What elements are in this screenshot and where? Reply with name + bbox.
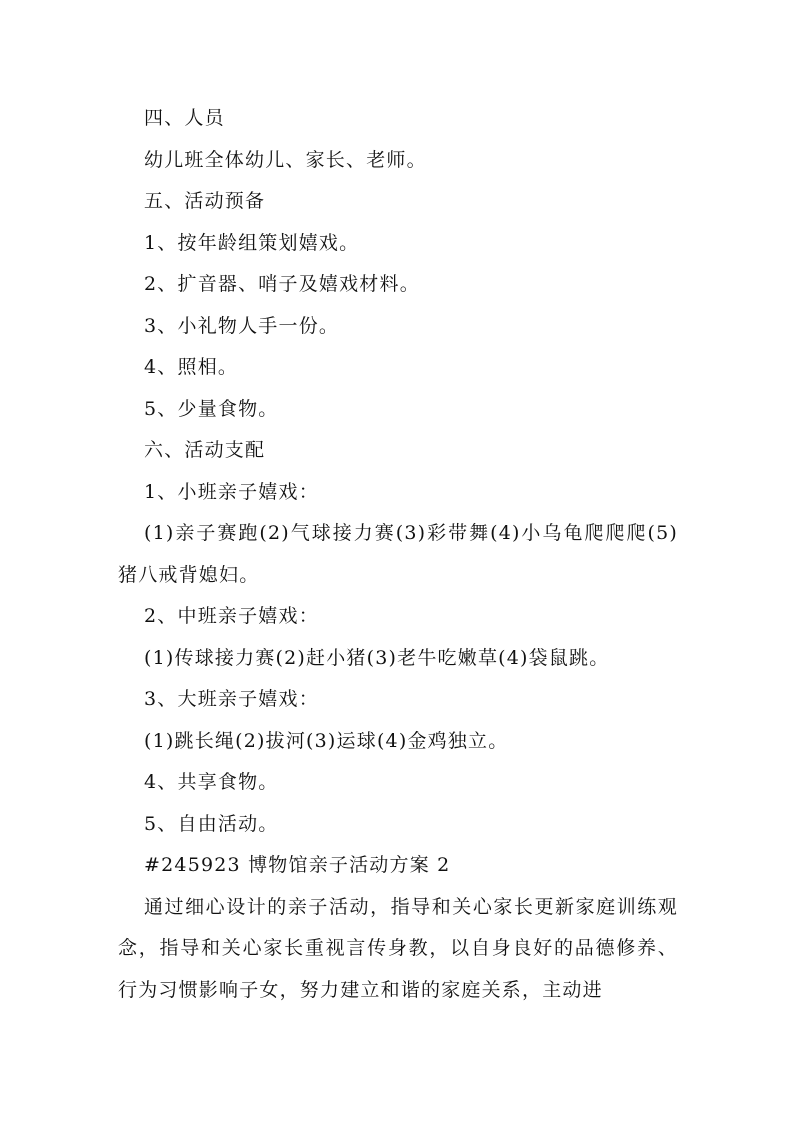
list-item: 3、小礼物人手一份。	[144, 314, 340, 337]
list-item: 2、中班亲子嬉戏：	[144, 605, 319, 627]
list-item: 5、自由活动。	[144, 812, 279, 835]
list-item: 4、共享食物。	[144, 771, 279, 793]
game-list-middle-class: (1)传球接力赛(2)赶小猪(3)老牛吃嫩草(4)袋鼠跳。	[144, 646, 610, 669]
list-item: 5、少量食物。	[144, 397, 279, 420]
document-subtitle: #245923 博物馆亲子活动方案 2	[144, 854, 451, 876]
game-list-small-class: (1)亲子赛跑(2)气球接力赛(3)彩带舞(4)小乌龟爬爬爬(5)猪八戒背媳妇。	[118, 522, 678, 586]
section-heading-preparation: 五、活动预备	[144, 190, 266, 212]
list-item: 4、照相。	[144, 356, 239, 378]
section-heading-arrangement: 六、活动支配	[144, 439, 266, 461]
list-item: 2、扩音器、哨子及嬉戏材料。	[144, 273, 420, 295]
game-list-large-class: (1)跳长绳(2)拔河(3)运球(4)金鸡独立。	[144, 729, 509, 752]
body-line: 幼儿班全体幼儿、家长、老师。	[144, 148, 427, 171]
list-item: 1、按年龄组策划嬉戏。	[144, 231, 360, 254]
list-item: 3、大班亲子嬉戏：	[144, 688, 319, 710]
list-item: 1、小班亲子嬉戏：	[144, 480, 319, 503]
document-body	[118, 98, 678, 1011]
section-heading-personnel: 四、人员	[144, 107, 225, 129]
body-paragraph: 通过细心设计的亲子活动，指导和关心家长更新家庭训练观念，指导和关心家长重视言传身教，以自身良好的品德修养、行为习惯影响子女，努力建立和谐的家庭关系，主动进	[118, 895, 678, 1001]
